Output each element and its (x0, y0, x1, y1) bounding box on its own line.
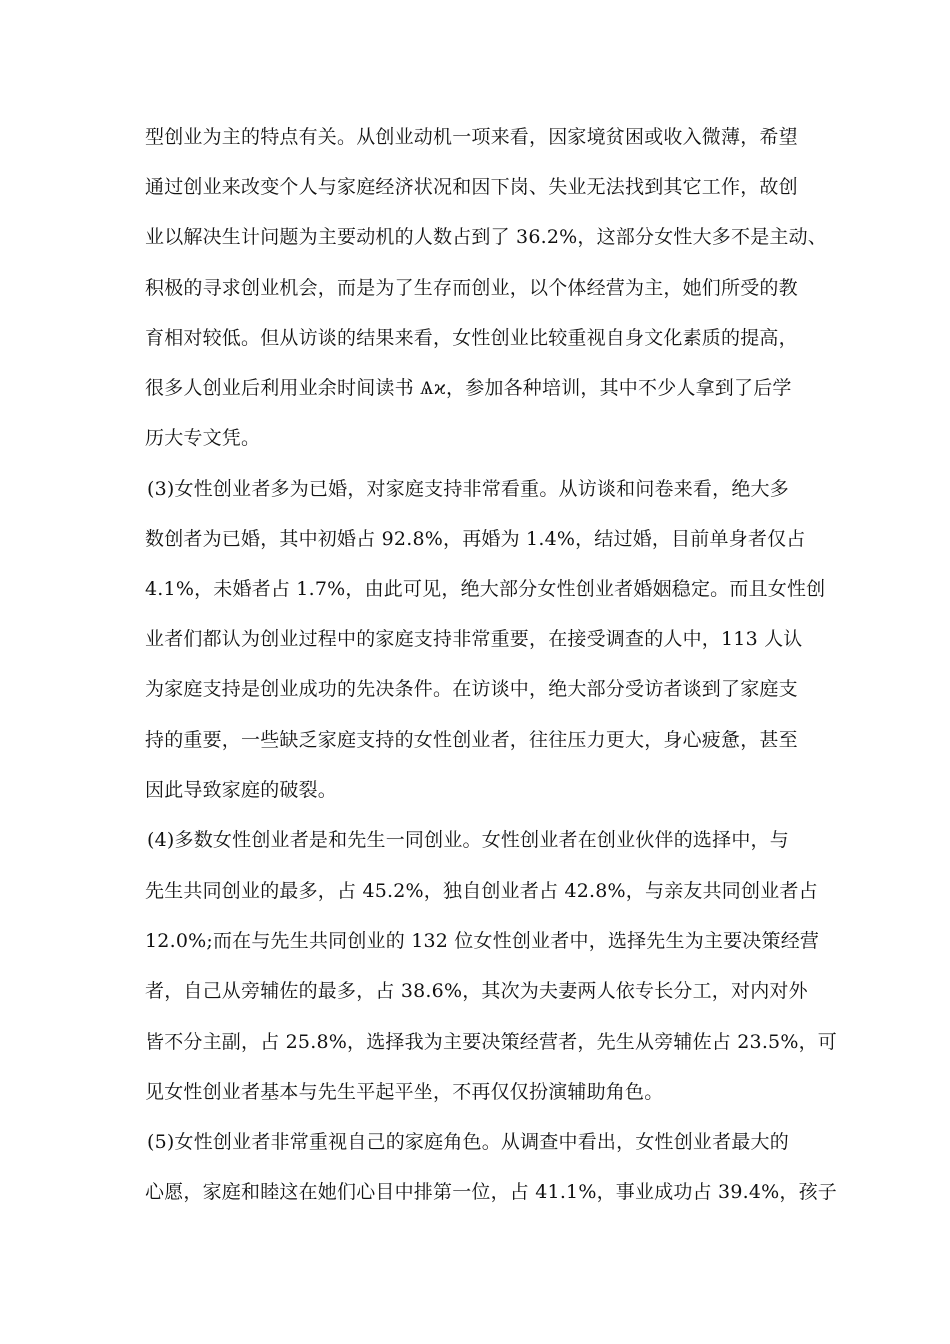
paragraph-1-line-2: 通过创业来改变个人与家庭经济状况和因下岗、失业无法找到其它工作，故创 (145, 176, 798, 198)
paragraph-2-line-3: 4.1%，未婚者占 1.7%，由此可见，绝大部分女性创业者婚姻稳定。而且女性创 (145, 578, 826, 600)
paragraph-3-line-4: 者，自己从旁辅佐的最多，占 38.6%，其次为夫妻两人依专长分工，对内对外 (145, 980, 808, 1002)
paragraph-1-line-5: 育相对较低。但从访谈的结果来看，女性创业比较重视自身文化素质的提高， (145, 327, 798, 349)
paragraph-3-line-6: 见女性创业者基本与先生平起平坐，不再仅仅扮演辅助角色。 (145, 1081, 664, 1103)
paragraph-3-line-2: 先生共同创业的最多，占 45.2%，独自创业者占 42.8%，与亲友共同创业者占 (145, 880, 818, 902)
paragraph-4-line-1: (5)女性创业者非常重视自己的家庭角色。从调查中看出，女性创业者最大的 (147, 1131, 789, 1153)
paragraph-3-line-1: (4)多数女性创业者是和先生一同创业。女性创业者在创业伙伴的选择中，与 (147, 829, 789, 851)
paragraph-2-line-6: 持的重要，一些缺乏家庭支持的女性创业者，往往压力更大，身心疲惫，甚至 (145, 729, 798, 751)
paragraph-1-line-4: 积极的寻求创业机会，而是为了生存而创业，以个体经营为主，她们所受的教 (145, 277, 798, 299)
paragraph-1-line-1: 型创业为主的特点有关。从创业动机一项来看，因家境贫困或收入微薄，希望 (145, 126, 798, 148)
paragraph-2-line-2: 数创者为已婚，其中初婚占 92.8%，再婚为 1.4%，结过婚，目前单身者仅占 (145, 528, 806, 550)
paragraph-2-line-7: 因此导致家庭的破裂。 (145, 779, 338, 801)
paragraph-1-line-3: 业以解决生计问题为主要动机的人数占到了 36.2%，这部分女性大多不是主动、 (145, 226, 827, 248)
paragraph-2-line-1: (3)女性创业者多为已婚，对家庭支持非常看重。从访谈和问卷来看，绝大多 (147, 478, 789, 500)
paragraph-2-line-5: 为家庭支持是创业成功的先决条件。在访谈中，绝大部分受访者谈到了家庭支 (145, 678, 798, 700)
paragraph-4-line-2: 心愿，家庭和睦这在她们心目中排第一位，占 41.1%，事业成功占 39.4%，孩子 (145, 1181, 837, 1203)
paragraph-1-line-7: 历大专文凭。 (145, 427, 261, 449)
paragraph-2-line-4: 业者们都认为创业过程中的家庭支持非常重要，在接受调查的人中，113 人认 (145, 628, 803, 650)
paragraph-1-line-6: 很多人创业后利用业余时间读书 Ѧϰ，参加各种培训，其中不少人拿到了后学 (145, 377, 792, 399)
paragraph-3-line-3: 12.0%;而在与先生共同创业的 132 位女性创业者中，选择先生为主要决策经营 (145, 930, 820, 952)
paragraph-3-line-5: 皆不分主副，占 25.8%，选择我为主要决策经营者，先生从旁辅佐占 23.5%，可 (145, 1031, 837, 1053)
